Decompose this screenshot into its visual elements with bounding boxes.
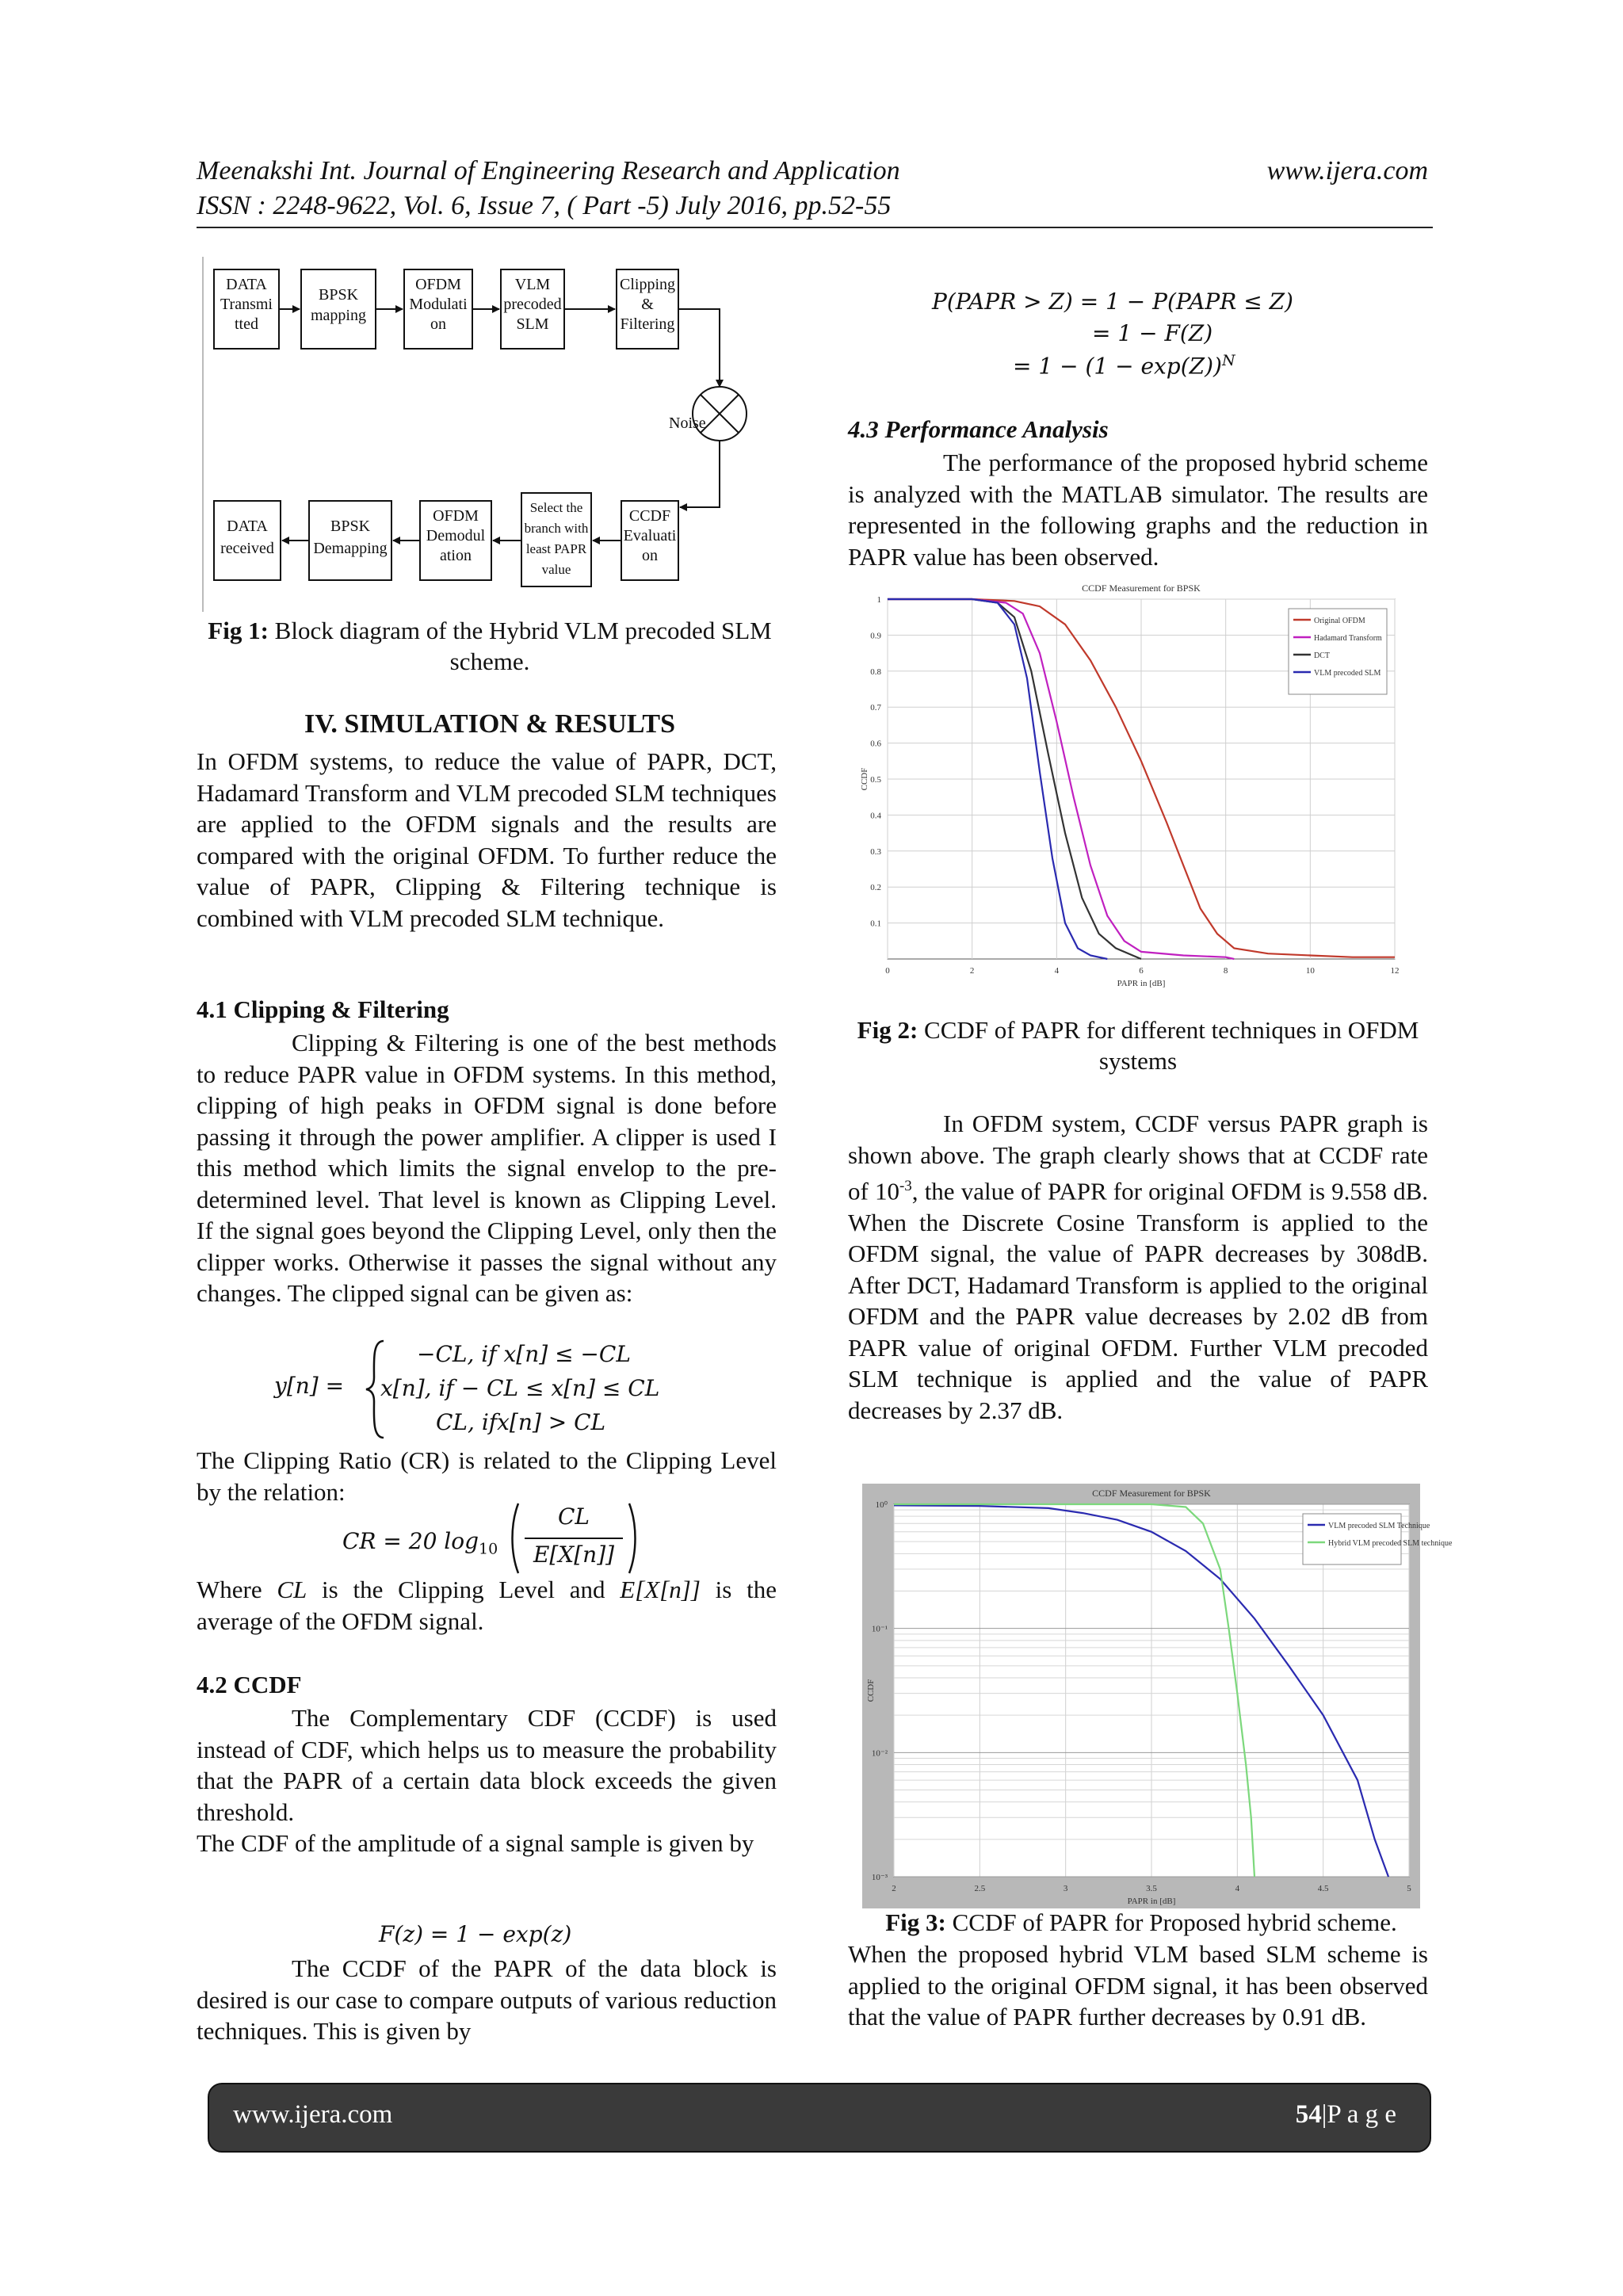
fig2-text: CCDF of PAPR for different techniques in OFDM systems [918, 1016, 1419, 1075]
legend-label: Original OFDM [1314, 617, 1365, 625]
eq-p-line-3 [1013, 352, 1235, 379]
box-label: precoded [503, 296, 562, 313]
x-tick-label: 8 [1223, 966, 1228, 976]
box-label: Transmi [220, 296, 273, 313]
fig2-caption [848, 1014, 1428, 1076]
y-tick-label: 0.5 [870, 775, 881, 785]
eq-p-line-3-text: = 1 − (1 − exp(Z)) [1013, 353, 1222, 380]
box-label: DATA [226, 276, 267, 293]
y-tick-label: 10⁰ [875, 1500, 888, 1510]
box-label: value [541, 562, 571, 577]
box-label: DATA [227, 518, 268, 535]
y-tick-label: 10⁻¹ [871, 1624, 888, 1634]
subsection-4-3-title: 4.3 Performance Analysis [848, 415, 1109, 443]
x-tick-label: 0 [885, 966, 890, 976]
box-label: on [642, 547, 658, 564]
s41-paragraph-1 [197, 1027, 777, 1309]
section-heading: IV. SIMULATION & RESULTS [304, 709, 675, 739]
journal-title: Meenakshi Int. Journal of Engineering Research and Application [197, 156, 900, 185]
x-tick-label: 3.5 [1146, 1884, 1157, 1893]
x-tick-label: 10 [1305, 966, 1315, 976]
eq-cr-den: E[X[n]] [533, 1541, 615, 1568]
s43-paragraph [848, 447, 1428, 572]
box-label: Clipping [619, 276, 676, 293]
y-tick-label: 0.1 [870, 919, 881, 929]
box-label: mapping [311, 307, 366, 324]
s42-paragraph-2: The CDF of the amplitude of a signal sample is given by [197, 1829, 754, 1857]
chart-title: CCDF Measurement for BPSK [1082, 583, 1201, 594]
box-label: OFDM [433, 507, 479, 525]
s41-paragraph-3 [197, 1574, 777, 1637]
s42-p1-text: The Complementary CDF (CCDF) is used instead of CDF, which helps us to measure the probability that the PAPR of a certain data block exceeds the given threshold. [197, 1704, 777, 1826]
eq-y-lhs: y[n] = [274, 1373, 345, 1399]
fig1-text: Block diagram of the Hybrid VLM precoded SLM scheme. [268, 617, 772, 675]
eq-cr-num: CL [557, 1503, 590, 1530]
eq-cr-lhs: CR = 20 log [342, 1528, 479, 1554]
box-label: Demapping [313, 540, 388, 557]
fig3-label: Fig 3: [885, 1908, 946, 1936]
noise-label: Noise [669, 415, 706, 432]
x-tick-label: 12 [1390, 966, 1400, 976]
y-tick-label: 0.4 [870, 811, 881, 821]
y-axis-label: CCDF [860, 767, 869, 791]
eq-y-case-3: CL, ifx[n] > CL [436, 1409, 606, 1435]
x-axis-label: PAPR in [dB] [1127, 1897, 1176, 1906]
box-label: on [430, 315, 446, 333]
box-label: VLM [514, 276, 551, 293]
s41-p3-ex: E[X[n]] [620, 1576, 701, 1603]
x-tick-label: 2.5 [974, 1884, 986, 1893]
page-word: |P a g e [1321, 2100, 1396, 2129]
p2-sup: -3 [899, 1178, 912, 1194]
s41-p1-text: Clipping & Filtering is one of the best methods to reduce PAPR value in OFDM systems. In this method, clipping of high peaks in OFDM signal is done before passing it through the power amplifier. A clipper is used I this method which limits the signal envelop to the pre-determined level. That level is known as Clipping Level. If the signal goes beyond the Clipping Level, only then the clipper works. Otherwise it passes the signal without any changes. The clipped signal can be given as: [197, 1029, 777, 1307]
footer-page [1296, 2100, 1396, 2130]
box-label: Select the [529, 500, 583, 515]
x-tick-label: 2 [969, 966, 975, 976]
fig2-discussion [848, 1108, 1428, 1426]
y-axis-label: CCDF [866, 1679, 876, 1702]
box-label: BPSK [330, 518, 371, 535]
y-tick-label: 1 [876, 595, 881, 605]
legend-label: Hadamard Transform [1314, 634, 1382, 643]
s41-p3-c: is the average of the OFDM signal. [197, 1576, 777, 1635]
eq-p-line-2: = 1 − F(Z) [1092, 320, 1213, 346]
x-tick-label: 6 [1139, 966, 1144, 976]
s42-paragraph-1 [197, 1702, 777, 1828]
fig1-label: Fig 1: [208, 617, 269, 644]
box-label: SLM [516, 315, 549, 333]
box-label: ation [440, 547, 472, 564]
page-number: 54 [1295, 2100, 1322, 2129]
arrow [678, 309, 720, 387]
y-tick-label: 0.7 [870, 703, 881, 713]
s41-p3-cl: CL [277, 1576, 307, 1603]
p2-text-b: , the value of PAPR for original OFDM is 9.558 dB. When the Discrete Cosine Transform is applied to the OFDM signal, the value of PAPR decreases by 308dB. After DCT, Hadamard Transform is applied to the original OFDM and the PAPR value decreases by 2.02 dB from PAPR value of original OFDM. Further VLM precoded SLM technique is applied and the value of PAPR decreases by 2.37 dB. [848, 1177, 1428, 1424]
box-label: Filtering [620, 315, 675, 333]
x-axis-label: PAPR in [dB] [1117, 979, 1166, 988]
s42-paragraph-3 [197, 1953, 777, 2047]
block-diagram [197, 254, 783, 618]
box-label: Modulati [409, 296, 468, 313]
eq-f: F(z) = 1 − exp(z) [379, 1921, 572, 1947]
legend-label: VLM precoded SLM [1314, 669, 1381, 678]
y-tick-label: 10⁻² [871, 1748, 888, 1759]
fig2-chart [856, 579, 1411, 991]
eq-y-case-2: x[n], if − CL ≤ x[n] ≤ CL [380, 1375, 660, 1401]
y-tick-label: 0.3 [870, 846, 881, 857]
fig3-caption [848, 1907, 1434, 1938]
box-label: Evaluati [623, 527, 677, 544]
y-tick-label: 0.2 [870, 883, 881, 893]
chart-title: CCDF Measurement for BPSK [1092, 1488, 1211, 1499]
box-label: received [220, 540, 274, 557]
x-tick-label: 2 [892, 1884, 896, 1893]
page-footer [208, 2083, 1431, 2153]
box-label: Demodul [426, 527, 486, 544]
fig1-caption [197, 615, 783, 677]
box-label: BPSK [318, 286, 359, 304]
box-label: OFDM [415, 276, 461, 293]
s42-p3-text: The CCDF of the PAPR of the data block is desired is our case to compare outputs of various reduction techniques. This is given by [197, 1954, 777, 2045]
box-label: least PAPR [525, 541, 587, 556]
eq-cr [342, 1528, 498, 1558]
box-label: CCDF [628, 507, 671, 525]
issn-line: ISSN : 2248-9622, Vol. 6, Issue 7, ( Part -5) July 2016, pp.52-55 [197, 191, 892, 220]
y-tick-label: 0.6 [870, 739, 881, 749]
intro-paragraph: In OFDM systems, to reduce the value of PAPR, DCT, Hadamard Transform and VLM precoded SLM techniques are applied to the OFDM signals and the results are compared with the original OFDM. To further reduce the value of PAPR, Clipping & Filtering technique is combined with VLM precoded SLM technique. [197, 747, 777, 932]
arrow [680, 441, 720, 507]
y-tick-label: 10⁻³ [871, 1873, 888, 1882]
fig3-chart [862, 1484, 1453, 1908]
s41-paragraph-2: The Clipping Ratio (CR) is related to the Clipping Level by the relation: [197, 1446, 777, 1506]
eq-p-sup: N [1221, 352, 1235, 369]
legend-label: VLM precoded SLM Technique [1328, 1522, 1430, 1530]
s43-p1-text: The performance of the proposed hybrid scheme is analyzed with the MATLAB simulator. The results are represented in the following graphs and the reduction in PAPR value has been observed. [848, 449, 1428, 571]
fig2-label: Fig 2: [857, 1016, 918, 1044]
x-tick-label: 4 [1054, 966, 1060, 976]
footer-site: www.ijera.com [233, 2100, 393, 2129]
p2-text-a: In OFDM system, CCDF versus PAPR graph is shown above. The graph clearly shows that at CCDF rate of 10 [848, 1110, 1428, 1205]
s41-p3-a: Where [197, 1576, 277, 1603]
box-label: branch with [524, 521, 589, 536]
eq-cr-sub: 10 [479, 1540, 498, 1558]
x-tick-label: 5 [1407, 1884, 1411, 1893]
fig3-text: CCDF of PAPR for Proposed hybrid scheme. [945, 1908, 1397, 1936]
subsection-4-2-title: 4.2 CCDF [197, 1671, 302, 1698]
x-tick-label: 4 [1235, 1884, 1240, 1893]
x-tick-label: 4.5 [1317, 1884, 1329, 1893]
y-tick-label: 0.9 [870, 631, 881, 641]
x-tick-label: 3 [1063, 1884, 1068, 1893]
header-rule [197, 227, 1433, 228]
box-label: & [641, 296, 654, 313]
legend-label: DCT [1314, 651, 1330, 660]
legend-label: Hybrid VLM precoded SLM technique [1328, 1539, 1453, 1548]
eq-p-line-1: P(PAPR > Z) = 1 − P(PAPR ≤ Z) [932, 288, 1293, 315]
eq-y-case-1: −CL, if x[n] ≤ −CL [417, 1341, 631, 1367]
s41-p3-b: is the Clipping Level and [307, 1576, 621, 1603]
journal-site: www.ijera.com [1266, 156, 1428, 185]
y-tick-label: 0.8 [870, 667, 881, 677]
fig3-discussion: When the proposed hybrid VLM based SLM scheme is applied to the original OFDM signal, it has been observed that the value of PAPR further decreases by 0.91 dB. [848, 1940, 1428, 2030]
box-label: tted [235, 315, 258, 333]
subsection-4-1-title: 4.1 Clipping & Filtering [197, 995, 449, 1023]
